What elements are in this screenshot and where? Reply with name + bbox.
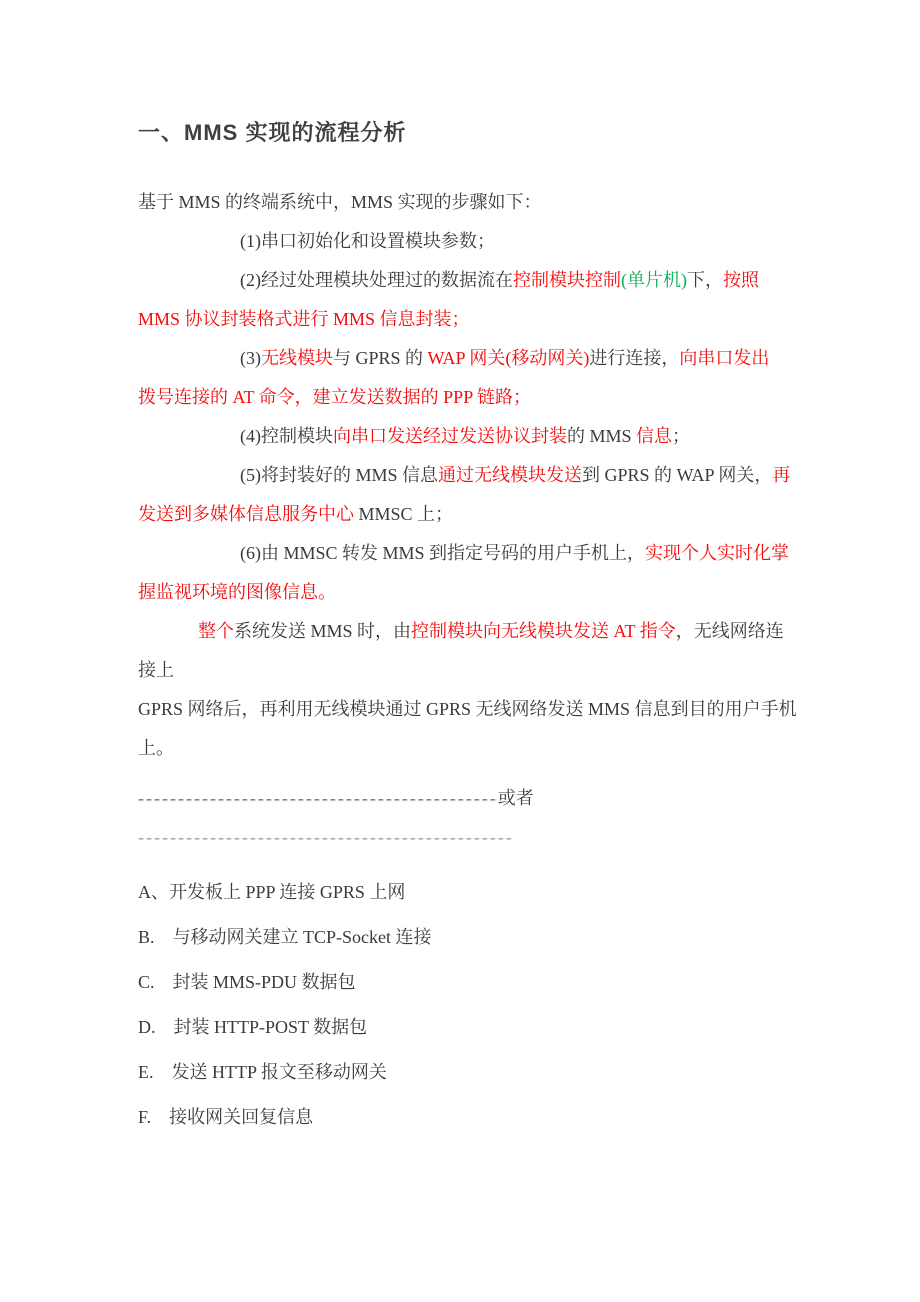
text-line <box>198 612 784 651</box>
text-run: 上。 <box>138 738 174 758</box>
text-run: (2)经过处理模块处理过的数据流在 <box>240 270 513 290</box>
text-run: GPRS 网络后，再利用无线模块通过 GPRS 无线网络发送 MMS 信息到目的用户手机 <box>138 699 797 719</box>
text-run: 向串口发出 <box>679 348 770 368</box>
text-run: 的 MMS <box>567 426 637 446</box>
text-run: 实现个人实时化掌 <box>645 543 790 563</box>
text-run: 下， <box>687 270 723 290</box>
text-run: 信息 <box>636 426 673 446</box>
text-run: MMSC 上； <box>354 504 454 524</box>
text-run: 或者 <box>497 788 534 808</box>
separator-line <box>138 818 514 857</box>
text-run: 控制模块向无线模块发送 AT 指令 <box>411 621 676 641</box>
text-run: 系统发送 MMS 时，由 <box>234 621 412 641</box>
text-line <box>138 378 531 417</box>
text-run: (6)由 MMSC 转发 MMS 到指定号码的用户手机上， <box>240 543 646 563</box>
text-run: 发送到多媒体信息服务中心 <box>138 504 354 524</box>
text-run: C. 封装 MMS-PDU 数据包 <box>138 972 356 992</box>
text-line <box>138 729 174 768</box>
text-line <box>138 495 453 534</box>
text-run: ----------------------------------------------- <box>138 827 514 847</box>
text-run: 拨号连接的 AT 命令，建立发送数据的 PPP 链路； <box>138 387 532 407</box>
text-run: 握监视环境的图像信息。 <box>138 582 336 602</box>
text-line <box>240 222 495 261</box>
text-run: 接上 <box>138 660 174 680</box>
text-run: (1)串口初始化和设置模块参数； <box>240 231 495 251</box>
text-run: (5)将封装好的 MMS 信息 <box>240 465 439 485</box>
text-run: (3) <box>240 348 261 368</box>
list-item <box>138 918 432 957</box>
text-run: 控制模块控制 <box>513 270 621 290</box>
list-item <box>138 1098 313 1137</box>
text-run: --------------------------------------------- <box>138 788 498 808</box>
list-item <box>138 1008 367 1047</box>
text-run: 通过无线模块发送 <box>438 465 583 485</box>
text-run: 进行连接， <box>589 348 680 368</box>
text-run: 无线模块 <box>261 348 333 368</box>
text-run: B. 与移动网关建立 TCP-Socket 连接 <box>138 927 432 947</box>
text-run: 基于 MMS 的终端系统中，MMS 实现的步骤如下： <box>138 192 542 212</box>
text-run: 到 GPRS 的 WAP 网关， <box>582 465 773 485</box>
text-line <box>240 456 790 495</box>
text-run: (4)控制模块 <box>240 426 333 446</box>
text-run: WAP 网关(移动网关) <box>427 348 590 368</box>
text-run: F. 接收网关回复信息 <box>138 1107 314 1127</box>
separator-line <box>138 779 534 818</box>
text-run: E. 发送 HTTP 报文至移动网关 <box>138 1062 387 1082</box>
text-line <box>240 417 690 456</box>
text-line <box>138 300 470 339</box>
text-line <box>138 183 542 222</box>
text-run: 与 GPRS 的 <box>333 348 428 368</box>
text-run: 向串口发送经过发送协议封装 <box>333 426 567 446</box>
text-run: D. 封装 HTTP-POST 数据包 <box>138 1017 368 1037</box>
document-title: 一、MMS 实现的流程分析 <box>138 120 407 145</box>
text-run: ； <box>672 426 691 446</box>
text-run: 再 <box>772 465 791 485</box>
text-run: ，无线网络连 <box>675 621 784 641</box>
list-item <box>138 1053 387 1092</box>
list-item <box>138 873 405 912</box>
text-run: (单片机) <box>621 270 687 290</box>
text-line <box>240 534 789 573</box>
text-line <box>240 339 769 378</box>
text-run: 按照 <box>723 270 759 290</box>
text-line <box>138 690 797 729</box>
text-run: 整个 <box>198 621 234 641</box>
text-line <box>240 261 759 300</box>
text-run: MMS 协议封装格式进行 MMS 信息封装； <box>138 309 470 329</box>
text-run: A、开发板上 PPP 连接 GPRS 上网 <box>138 882 406 902</box>
text-line <box>138 651 174 690</box>
text-line <box>138 573 336 612</box>
list-item <box>138 963 356 1002</box>
